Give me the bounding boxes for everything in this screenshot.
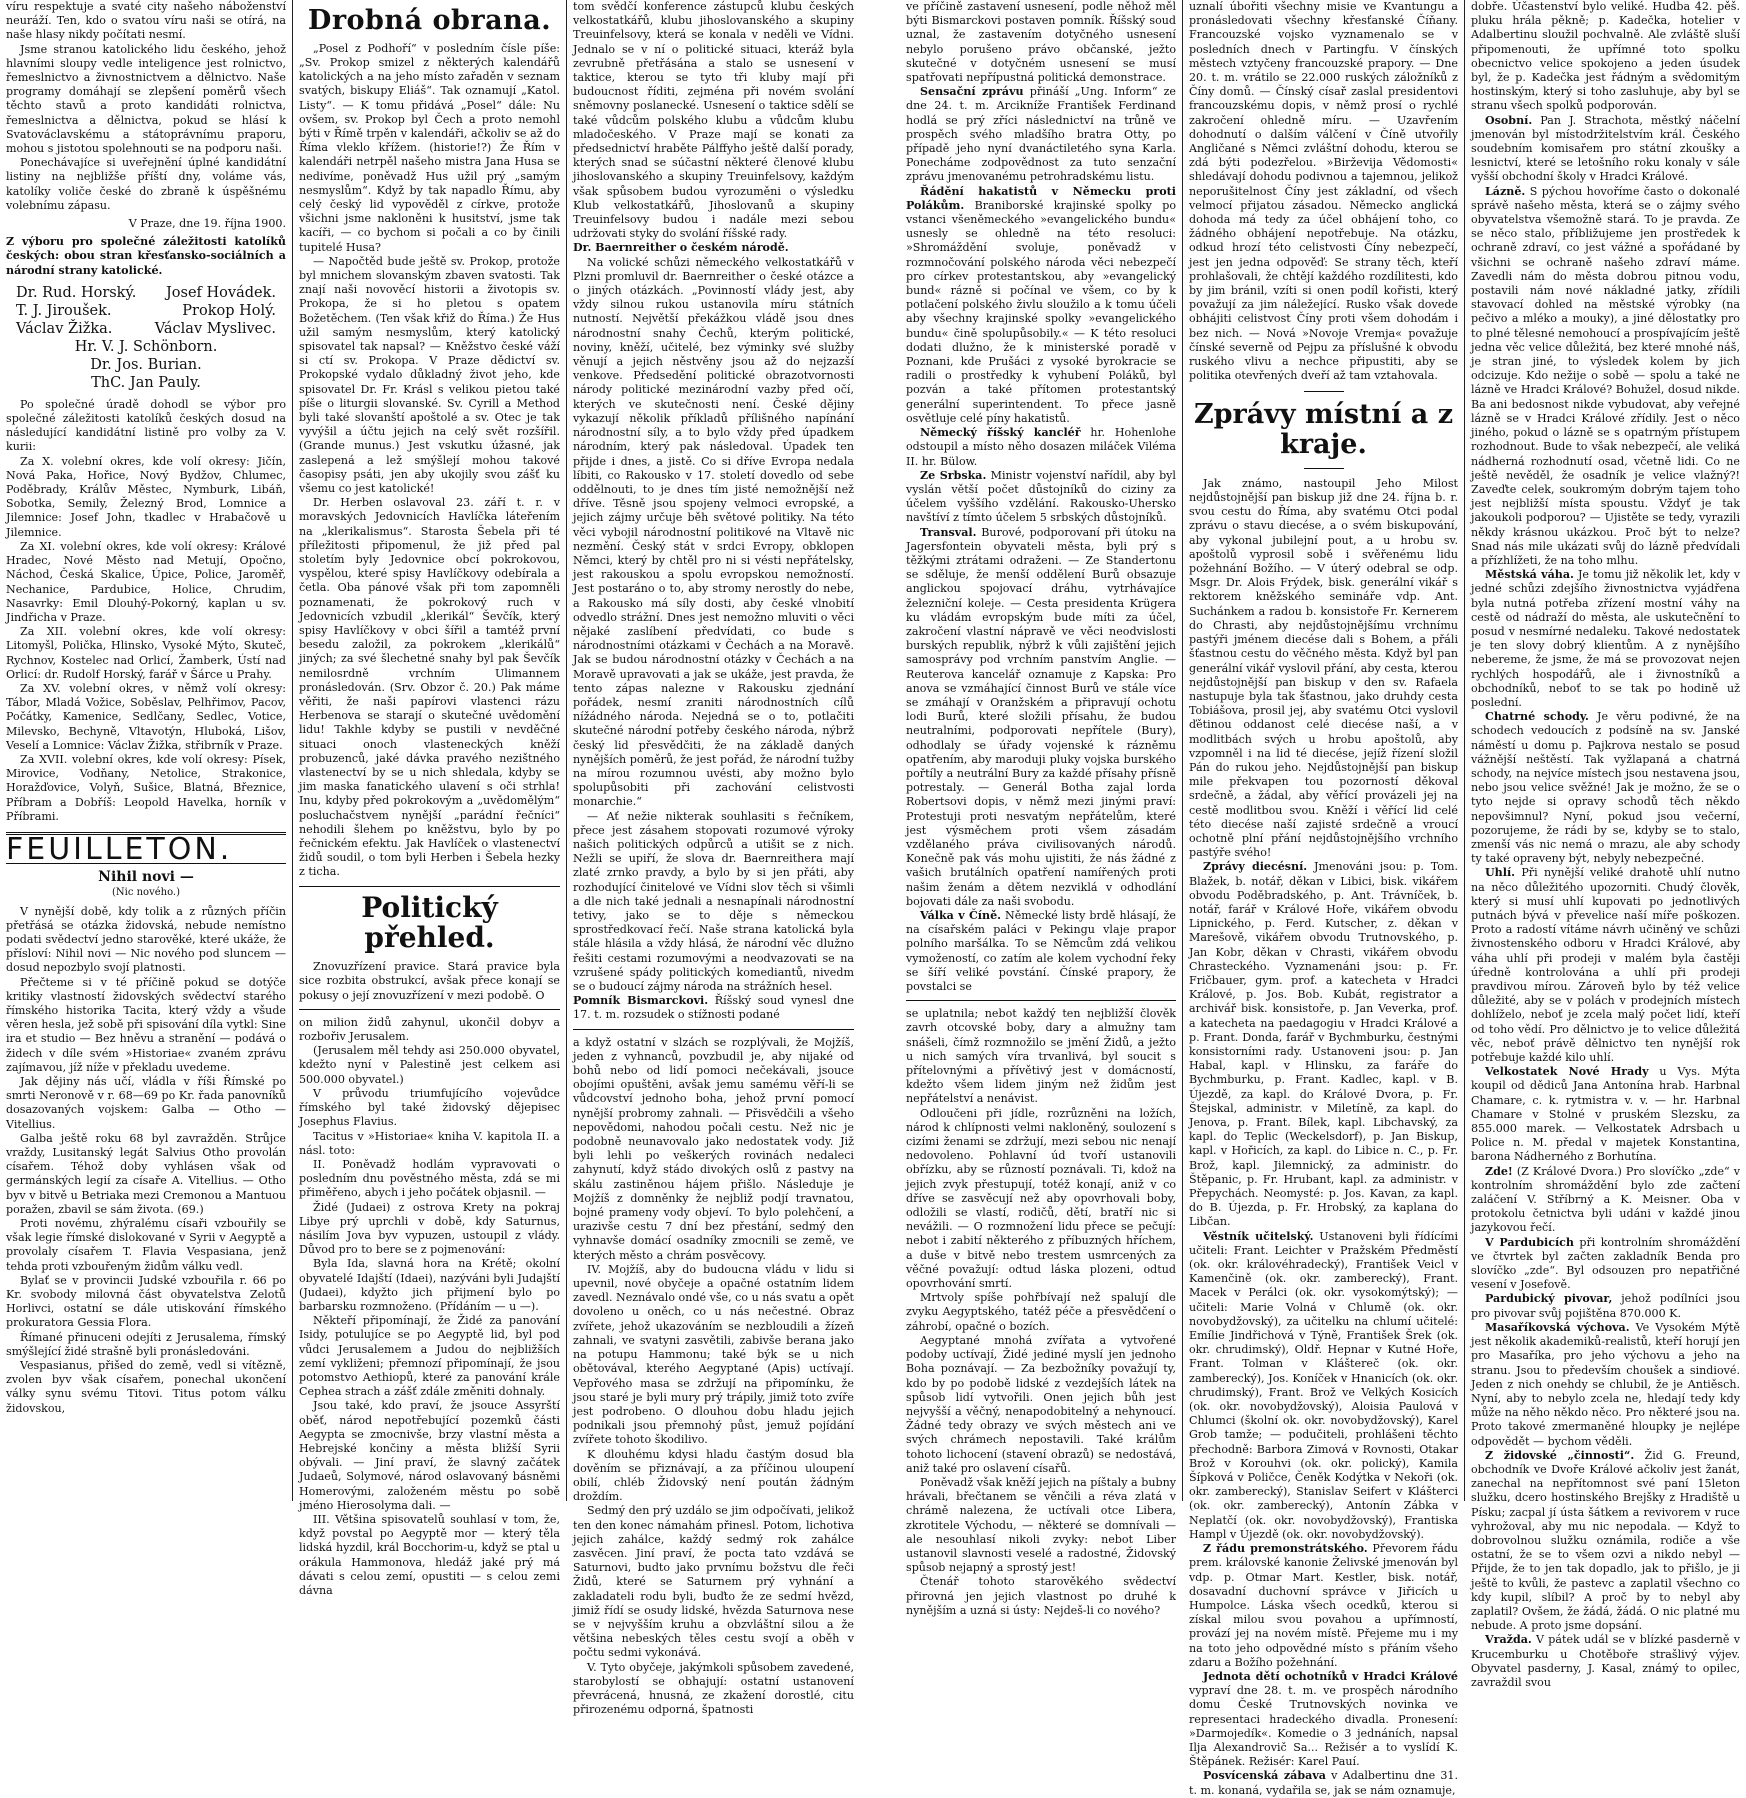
paragraph: Jak dějiny nás učí, vládla v říši Římské po smrti Neronově v r. 68—69 po Kr. řada panovníků dosazovaných vojskem: Galba — Otho — Vitellius. <box>6 1075 286 1131</box>
signatory: Prokop Holý. <box>182 302 276 319</box>
paragraph: v Adalbertinu dne 31. t. m. konaná, vydařila se, jak se nám oznamuje, <box>1189 1769 1459 1797</box>
paragraph: Ministr vojenství nařídil, aby byl vyslán větší počet důstojníků do ciziny za účelem vyššího vzdělání. Rakousko-Uhersko navštíví z tímto účelem 5 srbských důstojníků. <box>906 468 1176 525</box>
article-title: Zde! <box>1485 1164 1513 1178</box>
article-title: Nihil novi — <box>98 869 194 886</box>
paragraph: Ustanoveni byli řídícími učiteli: Frant. Leichter v Pražském Předměstí (ok. okr. královéhradecký), František Veicl v Kamenčině (ok. okr. zamberecký), Frant. Macek v Perálci (ok. okr. vysokomýtský); — učiteli: Marie Volná v Chlumě (ok. okr. novobydžovský), za učitelku na chlumí učitelé: Emílie Jindřichová v Týně, František Šrek (ok. okr. chrudimský), Oldř. Hepnar v Kutné Hoře, Frant. Tolman v Kláštereč (ok. okr. zamberecký), Jos. Koníček v Hnanicích (ok. okr. chrudimský), Frant. Brož ve Velkých Kosicích (ok. okr. novobydžovský), Aloisia Paulová v Chlumci (školní ok. okr. novobydžovský), Karel Grob tamže; — podučiteli, prohlášeni těchto přechodně: Barbora Zimová v Rovnosti, Otakar Brož v Korouhvi (ok. okr. polický), Kamila Šípková v Poličce, Čeněk Kodýtka v Nekoři (ok. okr. zamberecký), Stanislav Seifert v Klášterci (ok. okr. zamberecký), Antonín Zábka v Neplatčí (ok. okr. novobydžovský), Frantiska Hampl v Újezdě (ok. okr. novobydžovský). <box>1189 1229 1459 1541</box>
article-title: Uhlí. <box>1485 866 1516 880</box>
divider <box>1304 391 1344 392</box>
paragraph: a když ostatní v slzách se rozplývali, že Mojžíš, jeden z vyhnanců, povzbudil je, aby nijaké od bohů nebo od lidí pomoci nečekávali, jsouce obojími opuštěni, avšak jemu samému věří-li se vůdcovství jednoho boha, jehož první pomocí nynější probromy zahnali. — Přisvědčili a všeho nepovědomi, nahodou počali cestu. Než nic je podobně neunavovalo jako nedostatek vody. Již byli lehli po veškerých rovinách nedaleci zahynutí, když stádo divokých oslů z pastvy na skálu zastiněnou hájem přišlo. Následuje je Mojžíš z domněnky že nejbliž podjí travnatou, bojné prameny vody objeví. To bylo polehčení, a urazivše cestu 7 dní bez přestání, sedmý den vyhnavše domácí osadníky zmocnili se země, ve kterých město a chrám posvěcovy. <box>573 1035 854 1262</box>
paragraph: V. Tyto obyčeje, jakýmkoli spůsobem zavedené, starobylostí se obhajují: ostatní ustanovení převrácená, hnusná, ze zkažení dorostlé, citu přirozenému odporná, špatnosti <box>573 1660 854 1717</box>
paragraph: dobře. Účastenství bylo veliké. Hudba 42. pěš. pluku hrála pěkně; p. Kadečka, hotelier v Adalbertinu sloužil pochvalně. Ale zvláště sluší připomenouti, že upřímné toto spolku obecnictvo velice spokojeno a jeden úsudek byl, že p. Kadečka jest řádným a svědomitým hostinským, který si toho zasluhuje, aby byl se stranu všech spolků podporován. <box>1471 0 1740 113</box>
article-title: Velkostatek Nové Hrady <box>1485 1065 1649 1079</box>
article-title: Dr. Baernreither o českém národě. <box>573 241 789 255</box>
section-heading: Politický přehled. <box>361 890 498 955</box>
signatory: Josef Hovádek. <box>165 284 276 301</box>
signatory: ThC. Jan Pauly. <box>91 374 201 391</box>
signatory: Hr. V. J. Schönborn. <box>74 338 218 355</box>
article-title: Německý říšský kancléř <box>920 426 1081 440</box>
article-title: Lázně. <box>1485 184 1526 198</box>
paragraph: Sedmý den prý uzdálo se jim odpočívati, jelikož ten den konec námahám přinesl. Potom, lichotiva jejich zahálce, každý sedmý rok zahálce zasvěcen. Jiní praví, že pocta tato vzdává se Saturnovi, budto jako prvnímu božstvu dle řeči Židů, které se Saturnem prý vyhnání a zakladateli rodu byli, buďto že ze sedmí hvězd, jimiž řídí se osudy lidské, hvězda Saturnova nese se v nejvyšším kruhu a obzvláštní silou a že většina nebeských těles cestu svojí a oběh v počtu sedmi vykonává. <box>573 1504 855 1660</box>
paragraph: Jsme stranou katolického lidu českého, jehož hlavními sloupy vedle inteligence jest rolnictvo, řemeslnictvo a živnostnictvem a dělnictvo. Naše programy domáhají se zlepšení poměrů všech těchto stavů a proto kandidáti rolnictva, řemeslnictva a dělnictva, pokud se hlásí k Svatováclavskému a státoprávnímu praporu, mohou s jistotou spolehnouti se na podporu naši. <box>6 42 286 156</box>
article-title: Transval. <box>920 525 977 539</box>
paragraph: Za XVII. volební okres, kde volí okresy: Písek, Mirovice, Vodňany, Netolice, Strakonice, Horažďovice, Volyň, Sušice, Blatná, Březnice, Příbram a Dobříš: Leopold Havelka, horník v Příbrami. <box>6 752 286 823</box>
signatory: Václav Myslivec. <box>154 320 276 337</box>
divider <box>299 1009 560 1010</box>
paragraph: Dr. Herben oslavoval 23. září t. r. v moravských Jedovnicích Havlíčka láteřením na „klerikalismus“. Starosta Šebela při té příležitosti připomenul, že již před pal stoletím byly Jedovnice obcí pokrokovou, vyspělou, které spisy Havlíčkovy odebírala a četla. Oba pánové však při tom zapomněli poznamenati, že pokrokový ruch v Jedovnicích vzbudil „klerikál“ Ševčík, který spisy Havlíčkovy v obci šířil a tamtéž první besedu založil, za pokrokem „klerikálů“ jiných; za své šlechetné snahy byl pak Ševčík nemilosrdně vrchním Ulimannem pronásledován. (Srv. Obzor č. 20.) Pak máme věřiti, že naši papírovi vlastenci rázu Herbenova se starají o skutečné uvědomění lidu! Takhle kdyby se pustili v nevděčné situaci onoch vlasteneckých kněží probuzenců, jaké dávka pravého nezištného vlastenectví by se u nich shledala, kdyby se jim maska fanatického ulavení s oči strhla! Inu, kdyby před pokrokovým a „uvědomělým“ posluchačstvem nynější „parádní řečníci“ nehodili šlehem po kněžstvu, bylo by po řečnickém efektu. Jak Havlíček o vlastenectví židů soudil, o tom byli Herben i Šebela hezky z ticha. <box>299 496 560 879</box>
paragraph: Na volické schůzi německého velkostatkářů v Plzni promluvil dr. Baernreither o české otázce a o jiných otázkách. „Povinností vlády jest, aby vždy silnou rukou ustanovila míru státních nutností. Největší překážkou vládě jsou dnes národnostní snahy Čechů, kterým politické, noviny, kněží, učitelé, bez výminky své služby věnují a jejich něstvěny jsou až do nejzazší venkove. Předsedění politické obrazotvornosti národy politické mezinárodní vazby před očí, kterých ve skutečnosti není. České dějiny vykazují několik příkladů přílišného napínání národnostní síly, a to bylo vždy před úpadkem národním, který pak následoval. Úpadek ten přijde i dnes, a jistě. Co si dříve Evropa nedala líbiti, co Rakousko v 17. století dovedlo od sebe oddělnouti, to je dnes tím jisté nemožnější než dříve. Těsně jsou spojeny velmoci evropské, a jejich zájmy určuje běh světové politiky. Na této věci vybojil národnostní politikové na Vltavě nic nezmění. Český stát v srdci Evropy, obklopen Němci, který by chtěl pro ni si vésti nepřátelsky, jest rakouskou a spolu evropskou nemožností. Jest postaráno o to, aby stromy nerostly do nebe, a Rakousko má síly dosti, aby české vlnobití odvedlo strážní. Dnes jest nemožno mluviti o věci nějaké zaslíbení předvídati, co bude s národnostními otázkami v Čechách a na Moravě. Jak se budou národnostní otázky v Čechách a na Moravě upravovati a jak se ukáže, jest pravda, že tento zápas nalezne v Rakousku zjednání pořádek, nesmí zraniti národnostních cílů nížádného národa. Nejedná se o to, potlačiti skutečné národní potřeby českého národa, nýbrž český lid přesvědčiti, že na základě daných nynějších poměrů, že jest pořád, že národní tužby na mírou rozumnou uvésti, aby možno bylo spolupůsobiti při zachování celistvosti monarchie.“ <box>573 255 854 809</box>
paragraph: Galba ještě roku 68 byl zavražděn. Strůjce vraždy, Lusitanský legát Salvius Otho provolán císařem. Téhož doby vyhlásen však od germánských legií za císaře A. Vitellius. — Otho byv v bitvě u Betriaka mezi Cremonou a Mantuou poražen, zbavil se sám života. (69.) <box>6 1131 286 1216</box>
column-6 <box>1464 0 1746 1689</box>
paragraph: S pýchou hovoříme často o dokonalé správě našeho města, která se o zájmy svého obyvatelstva všemožně stará. To je pravda. Ze se něco stalo, příbližujeme jen prostředek k ochraně zdraví, co jest vážné a spořádané by všichni se ochraně našeho zdraví máme. Zavedli nám do města dobrou pitnou vodu, postavili nám nové nákladné jatky, zřídili stavovací dohled na městské výrobky (na pečivo a mléko a mouky), a jiné dělostatky pro to plné tělesné nemohoucí a prospívajícím ještě jedna věc velice důležitá, bez které mnohé náš, je stran jiné, to výsledek kolem by jich odcizuje. Kdo nežije o sobě — spolu a také ne lázně ve Hradci Králové? Bohužel, dosud nikde. Ba ani bedosnost nikde vybudovat, aby veřejné lázně se v Hradci Králové zřídily. Jest o něco jiného, pokud o lázně se s opatrným přístupem rozhodnout. Bude to však nebezpečí, ale veliká nádherná rozhodnutí osad, včetně lidi. Co ne ještě nevěděl, že osadník je velice vlažný?! Zaveďte celek, soukromým dobrým tajem toho jest nejbližší místa spoustu. Vždyť je tak jakoukoli podporou? — Ujistěte se tedy, vyrazili někdy krásnou ukázkou. Proč být to nelze? Snad nás mile ukázati svůj do lázně předvídali a přízhlížeti, že na toho mlhu. <box>1471 184 1740 567</box>
paragraph: při kontrolním shromáždění ve čtvrtek byl začten zakladník Benda pro slovíčko „zde“. Byl odsouzen pro nepatřičné vesení v Josefově. <box>1471 1235 1740 1292</box>
paragraph: III. Většina spisovatelů souhlasí v tom, že, když povstal po Aegyptě mor — který těla lidská hyzdil, král Bocchorim-u, když se ptal u orákula Hammonova, hledáž jaké prý má dávati s celou zemí, opustiti — s celou zemi dávna <box>299 1512 560 1597</box>
article-title: V Pardubicích <box>1485 1235 1574 1249</box>
column-2 <box>292 0 566 1597</box>
paragraph: Jsou také, kdo praví, že jsouce Assyrští oběť, národ nepotřebující pozemků části Aegypta se zmocnivše, brzy vlastní města a Hebrejské končiny a města bližší Syrii obývali. — Jiní praví, že slavný začátek Judaeů, Solymové, národ oslavovaný básněmi Homerovými, založeném městu po sobě jméno Hierosolyma dali. — <box>299 1399 560 1512</box>
right-page <box>900 0 1746 1797</box>
column-1 <box>0 0 292 1501</box>
paragraph: V průvodu triumfujícího vojevůdce římského byl také židovský dějepisec Josephus Flavius. <box>299 1086 560 1129</box>
paragraph: „Posel z Podhoří“ v posledním čísle píše: „Sv. Prokop smizel z některých kalendářů katolických a na jeho místo zařaděn v seznam svatých, biskupy Eliáš“. Tak oznamují „Katol. Listy“. — K tomu přidává „Posel“ dále: Nu ovšem, sv. Prokop byl Čech a proto nemohl býti v Římě trpěn v kalendáři, ačkoliv se až do Říma vleklo křížem. (historie!?) Že Řím v kalendáři netrpěl našeho mistra Jana Husa se nedivíme, poněvadž Hus užil prý „samým nesmyslům“. Když by tak napadlo Římu, aby celý český lid vypověděl z církve, protože všichni jsme nakloněni k husitství, jsme tak kacíři, — co bychom si počali a co by činili tupitelé Husa? <box>299 41 560 254</box>
divider <box>299 886 560 887</box>
article-title: Pomník Bismarckovi. <box>573 994 709 1008</box>
paragraph: — Ať nežie nikterak souhlasiti s řečníkem, přece jest zásahem stopovati rozumové výroky našich politických odpůrců a utišit se z nich. Nežli se upiří, že slova dr. Baernreithera mají zlaté zrnko pravdy, a bylo by si jen přáti, aby rozhodující činitelové ve Vídni slov těch si všimli a dle nich také jednali a nesnapínali národnostní tetivy, jako se to děje s německou sprostředkovací řečí. Naše strana katolická byla stále hlásila a vždy hlásá, že národní věc dlužno řešiti cestami rozumovými a neodvazovati se na vzrušené spády politických komediantů, nivedm se o budoucí zájmy národa na strážních hesel. <box>573 809 854 994</box>
article-title: Věstník učitelský. <box>1203 1229 1314 1243</box>
divider <box>906 1000 1176 1001</box>
paragraph: hr. Hohenlohe odstoupil a místo něho dosazen miláček Viléma II. hr. Bülow. <box>906 426 1177 468</box>
paragraph: Vespasianus, přišed do země, vedl si vítězně, zvolen byv však císařem, ponechal ukončení války synu svému Titovi. Titus potom válku židovskou, <box>6 1359 286 1415</box>
paragraph: Aegyptané mnohá zvířata a vytvořené podoby uctívají, Židé jediné myslí jen jednoho Boha poznávají. — Za bezbožníky považují ty, kdo by po podobě lidské z vezdejších látek na spůsob lidí vytvořili. Onen jejich bůh jest nejvyšší a věčný, nenapodobitelný a nehynoucí. Žádné tedy obrazy ve svých městech ani ve svých chrámech nepostavili. Také králům tohoto lichocení (stavení obrazů) se nedostává, aniž také pro oslavení císařů. <box>906 1333 1176 1475</box>
paragraph: V nynější době, kdy tolik a z různých příčin přetřásá se otázka židovská, nebude nemístno podati svědectví jedno starověké, které ukáže, že přísloví: Nihil novi — Nic nového pod sluncem — dosud nepozbylo svojí platnosti. <box>6 904 286 975</box>
paragraph: IV. Mojžíš, aby do budoucna vládu v lidu si upevnil, nové obyčeje a opačné ostatním lidem zavedl. Neznávalo ondé vše, co u nás svatu a opět dovoleno u oněch, co u nás nečestné. Obraz zvířete, jehož ukazováním se nezbloudili a žízeň zahnali, ve svatyni zasvětili, zabivše berana jako na potupu Hammonu; také býk se u nich obětovával, kterého Aegyptané (Apis) uctívají. Vepřového masa se zdržují na připomínku, že jsou staré je byli mury prý trápily, jimiž toto zvíře jest podrobeno. O dlouhou dobu hladu jejich podnikali jsou přemnohý půst, jemuž pojídání zvířete tohoto škodilivo. <box>573 1262 854 1447</box>
paragraph: Čtenář tohoto starověkého svědectví přirovná jen jejich vlastnost po druhé k nynějším a uzná si ústy: Nejdeš-li co nového? <box>906 1575 1176 1617</box>
paragraph: Říšský soud vynesl dne 17. t. m. rozsudek o stížnosti podané <box>573 994 854 1022</box>
article-title: Řádění hakatistů v Německu proti Polákům. <box>906 184 1176 212</box>
paragraph: Někteří připomínají, že Židé za panování Isidy, potulujíce se po Aegyptě lid, byl pod vůdci Jerusalemem a Judou do nejbližších zemí vykliženi; přemnozí připomínají, že jsou potomstvo Aethiopů, které za panování krále Cephea strach a zášť zdále změniti dohnaly. <box>299 1314 560 1399</box>
paragraph: se uplatnila; nebot každý ten nejbližší člověk zavrh otcovské boby, dary a almužny tam snášeli, čímž rozmnožilo se jmění Židů, a ježto u nich samých víra trvanlivá, byl soucit s přítelovnými a přívětivý jest v domácností, kdežto všem lidem jiným než židům jest nepřátelství a nenávist. <box>906 1007 1176 1106</box>
paragraph: Proti novému, zhýralému císaři vzbouřily se však legie římské dislokované v Syrii v Aegyptě a provolaly císařem T. Flavia Vespasiana, jenž tehda proti vzbouřeným židům válku vedl. <box>6 1217 286 1273</box>
column-3 <box>566 0 860 1717</box>
paragraph: přináší „Ung. Inform“ ze dne 24. t. m. Arcikníže František Ferdinand hodlá se prý zříci následnictví na trůně ve prospěch svého mladšího bratra Otty, po případě jeho nyní dvanáctiletého syna Karla. Ponecháme zodpovědnost za tuto senzační zprávu jmenovanému petrohradskému listu. <box>906 85 1176 184</box>
paragraph: Tacitus v »Historiae« kniha V. kapitola II. a násl. toto: <box>299 1129 560 1157</box>
paragraph: Byla Ida, slavná hora na Krétě; okolní obyvatelé Idajští (Idaei), nazýváni byli Judajští (Judaei), kdyžto jich přijmení bylo po barbarsku rozmnoženo. (Přídáním — u —). <box>299 1257 560 1313</box>
paragraph: on milion židů zahynul, ukončil dobyv a rozbořiv Jerusalem. <box>299 1015 560 1044</box>
paragraph: Odloučeni při jídle, rozrůzněni na ložích, národ k chlípnosti velmi nakloněný, soulození s cizími ženami se zdržují, mezi sebou nic nenají nedovoleno. Pohlavní úd tvoří ustanovili obřízku, aby se růzností poznávali. Ti, kdož na jejich zvyk přestupují, totéž konají, aniž v co dříve se zasvěcují než aby opovrhovali boby, odložili se vlastí, rodičů, dětí, bratří nic si nevážili. — O rozmnožení lidu přece se pečují: nebot i zabití některého z příbuzných hříchem, a duše v bitvě nebo trestem usmrcených za věčné považují: odtud láska plozeni, odtud opovrhování smrtí. <box>906 1106 1176 1291</box>
paragraph: Je věru podivné, že na schodech vedoucích z podsíně na sv. Janské náměstí u domu p. Pajkrova nestalo se posud vážnější neštěstí. Tak vyžlapaná a chatrná schody, na nejvíce místech jsou nestavena jsou, nebo jsou velice svěžné! Jak je možno, že se o tyto nejde si opravy schodů těch někdo nepovšimnul? Nyní, pokud jsou večerní, pozorujeme, že rádi by se, kdyby se to stalo, zmenší vás nic nemá o mrazu, ale aby schody ty také opraveny být, nebyly nebezpečné. <box>1471 710 1740 866</box>
article-title: Posvícenská zábava <box>1203 1769 1326 1783</box>
paragraph: Ponechávajíce si uveřejnění úplné kandidátní listiny na nejbližše příští dny, voláme vás, katolíky voliče české do zbraně k úspěšnému volebnímu zápasu. <box>6 156 286 212</box>
article-title: Osobní. <box>1485 113 1533 127</box>
paragraph: Převorem řádu prem. královské kanonie Želivské jmenován byl vdp. p. Otmar Mart. Kestler, bisk. notář, dosavadní duchovní správce v Jiřicích u Humpolce. Láska všech ocedků, kterou si získal milou svou povahou a upřímností, provází jej na novém místě. Přejeme mu i my na toto jeho odpovědné místo s přáním všeho zdaru a Božího požehnání. <box>1189 1542 1459 1669</box>
paragraph: uznalí úbořiti všechny misie ve Kvantungu a pronásledovati všechny křesťanské Číňany. Francouzské vojsko vyznamenalo se v posledních dnech v Partingfu. V čínských městech vztyčeny francouzské prapory. — Dne 20. t. m. vrátilo se 22.000 ruských záložníků z Číny domů. — Čínský císař zaslal presidentovi francouzskému dopis, v němž prosí o rychlé zakročení ohledně míru. — Uzavřením dohodnutí o dalším válčení v Číně utvořily Angličané s Němci zvláštní dohodu, kterou se zdá býti podezřelou. »Birževija Vědomosti« shledávají dohodu podivnou a tajemnou, jelikož neporušitelnost Číny jest základní, od všech velmocí přijatou zásadou. Německo anglická dohoda má tedy za účel obhájení toho, co žádného obhájení nepotřebuje. Na otázku, odkud hrozí této celistvosti Číny nebezpečí, jest jen jedna odpověď: Se strany těch, kteří prohlašovali, že chtějí každého rozdílitesti, kdo by jim bránil, vzíti si onen podíl kořisti, který považují za jim náležející. Rusko však dovede obhájiti celistvost Číny proti všem dohodám i bez nich. — Nová »Novoje Vremja« považuje čínské severně od Pejpu za příslušné k obvodu ruského vlivu a nechce připustiti, aby se politika otevřených dveří až tam vztahovala. <box>1189 0 1458 383</box>
paragraph: ve příčině zastavení usnesení, podle něhož měl býti Bismarckovi postaven pomník. Říšský soud uznal, že zastavením dotyčného usnesení nebylo porušeno právo občanské, ježto skutečné v dotyčném usnesení se musí spatřovati nepřípustná politická demonstrace. <box>906 0 1176 85</box>
signatory: Dr. Rud. Horský. <box>16 284 137 301</box>
paragraph: Za X. volební okres, kde volí okresy: Jičín, Nová Paka, Hořice, Nový Bydžov, Chlumec, Poděbrady, Králův Městec, Nymburk, Libáň, Sobotka, Semily, Železný Brod, Lomnice a Jilemnice: Josef John, tkadlec v Hrabačově u Jilemnice. <box>6 454 286 539</box>
section-heading: Drobná obrana. <box>307 5 552 36</box>
article-subtitle: (Nic nového.) <box>111 887 181 899</box>
paragraph: víru respektuje a svaté city našeho náboženství neuráží. Ten, kdo o svatou víru naši se otírá, na naše hlasy nikdy počítati nesmí. <box>6 0 286 42</box>
paragraph: V pátek udál se v blízké pasderně v Krucemburku u Chotěboře strašlivý výjev. Obyvatel pasderny, J. Kasal, známý to opilec, zavraždil svou <box>1471 1633 1741 1689</box>
paragraph: Při nynější veliké drahotě uhlí nutno na něco důležitého upozorniti. Chudý člověk, který si musí uhlí kupovati po jednotlivých putnách bývá v převelice naší míře poškozen. Proto a radostí vítáme návrh učiněný ve schůzi živnostenského odboru v Hradci Králové, aby váha uhlí při prodeji v malém byla častěji úředně kontrolována a uhlí při prodeji pravdivou mírou. Zároveň bylo by též velice důležité, aby se v polách v prodejních místech dohlíželo, neboť je zcela malý počet lidí, kteří od toho vědí. Pro dělnictvo je to velice důležitá věc, neboť právě dělnictvo ten nynější rok potřebuje každé kilo uhlí. <box>1471 866 1741 1065</box>
paragraph: Za XII. volební okres, kde volí okresy: Litomyšl, Polička, Hlinsko, Vysoké Mýto, Skuteč, Rychnov, Kostelec nad Orlicí, Žamberk, Ústí nad Orlicí: dr. Rudolf Horský, farář v Šárce u Prahy. <box>6 625 286 681</box>
article-title: Z řádu premonstrátského. <box>1203 1542 1368 1556</box>
article-title: Zprávy diecésní. <box>1203 860 1308 874</box>
feuilleton-heading: FEUILLETON. <box>6 831 233 867</box>
divider <box>573 1029 854 1030</box>
paragraph: Ve Vysokém Mýtě jest několik akademiků-realistů, kteří horují jen pro Masaříka, pro jeho výchovu a jeho na stranu. Jsou to především choušek a sindiové. Jeden z nich onehdy se chlubil, že je Antiěsch. Nyní, aby to nebylo zcela ne, hledají tedy kdy může na něho někdo něco. Pro některé jsou na. Proto takové zmermaněné hloupky je nejlépe odpovědět — bychom věděli. <box>1471 1320 1740 1448</box>
article-title: Pardubický pivovar, <box>1485 1292 1613 1306</box>
left-page <box>0 0 860 1717</box>
signatory: Václav Žižka. <box>16 320 113 337</box>
signatory: Dr. Jos. Burian. <box>90 356 202 373</box>
article-title: Ze Srbska. <box>920 468 987 482</box>
article-title: Chatrné schody. <box>1485 710 1589 724</box>
article-title: Z židovské „činnosti“. <box>1485 1448 1635 1462</box>
paragraph: Burové, podporovaní při útoku na Jagersfontein obyvateli města, byli prý s těžkými ztrátami odraženi. — Ze Standertonu se sděluje, že menší oddělení Burů obsazuje anglickou spojovací dráhu, vytrhávajíce železniční koleje. — Cesta presidenta Krügera ku vládám evropským bude míti za účel, zakročení vlastní nápravě ve věci neodvislosti burských republik, nýbrž k vůli zajištění jejich samosprávy pod vrchním panstvím Anglie. — Reuterova kancelář oznamuje z Kapska: Pro anova se vzmáhající činnost Burů ve stále více se zmáhají v Oranžském a připravují ochotu lodi Burů, které složili přísahu, že budou neutralními, podporovati nepřítele (Bury), odhodlaly se úřady vojenské k rázněmu opatřením, aby maroduji pluky vojska burského pořtíly a neutrální Bury za každé přísahy přísně potrestaly. — Generál Botha zajal lorda Robertsovi dopis, v němž mezi jinými praví: Protestuji proti nesvatým nepřátelům, které jest výsměchem proti všem zásadám vzdělaného práva civilisovaných národů. Konečně pak vás mohu ujistiti, že nás žádné z vašich brutálních opatření namířených proti našim ženám a dětem nezviklá v odhodlání bojovati dále za naši svobodu. <box>906 525 1177 908</box>
paragraph: K dlouhému kdysi hladu častým dosud bla dověním se přiznávají, a za příčinou uloupení obilí, chléb Židovský není poután žádným droždím. <box>573 1447 854 1504</box>
paragraph: Je tomu již několik let, kdy v jedné schůzi zdejšího živnostnictva vyjádřena byla nutná potřeba zřízení mostní váhy na cestě od nádraží do města, ale uskutečnění to posud v nesmírné nedaleku. Takové nedostatek je ten slovy dobrý klientům. A z nynějšího nebereme, že jsme, že má se provozovat nejen rychlých hospodářů, ale i živnostníků a obchodníků, neboť to se tak po hodině už poslední. <box>1471 568 1740 709</box>
column-5 <box>1182 0 1464 1797</box>
paragraph: Za XI. volební okres, kde volí okresy: Králové Hradec, Nové Město nad Metují, Opočno, Náchod, Česká Skalice, Úpice, Police, Jaroměř, Nechanice, Pardubice, Holice, Chrudim, Nasavrky: Emil Dlouhý-Pokorný, kaplan u sv. Jindřicha v Praze. <box>6 539 286 624</box>
signatories <box>6 284 286 392</box>
article-title: Sensační zprávu <box>920 85 1024 99</box>
paragraph: Přečteme si v té příčině pokud se dotýče kritiky vlastností židovských svědectví starého římského historika Tacita, který vždy a všude věren hesla, jež sobě při spisování díla vytkl: Sine ira et studio — Bez hněvu a stranění — podává o židech v díle svém »Historiae« zvaném zprávu zajímavou, jíž níže v překladu uvedeme. <box>6 975 286 1074</box>
committee-title: Z výboru pro společné záležitosti katolíků českých: obou stran křesťansko-sociálních a národní strany katolické. <box>6 235 286 277</box>
paragraph: Žid G. Freund, obchodník ve Dvoře Králové ačkoliv jest žanát, zanechal na nepřítomnost své paní 15leton služku, dcero hostinského Brejšky z Hradiště u Písku; zacpal jí ústa šátkem a revivorem v ruce vyhrožoval, aby mu nic nepodala. — Když to dobrovolnou služku oznámila, rodiče a vše ostatní, že se to všem ozvi a nikdo nebyl — Přijde, že to jen tak dopadlo, jak to přišlo, je ji ještě to kvůli, že pastevc a zaplatil všechno co kdy kupil, slíbil? A proč by to nebyl aby zaplatil? Ovšem, že žádá, žádá. O nic platné mu nebude. A proto jsme dopsání. <box>1471 1448 1741 1633</box>
article-title: Válka v Číně. <box>920 909 1002 922</box>
article-title: Masaříkovská výchova. <box>1485 1320 1630 1334</box>
paragraph: Jak známo, nastoupil Jeho Milost nejdůstojnější pan biskup již dne 24. října b. r. svou cestu do Říma, aby svatému Otci podal zprávu o stavu diecése, a o svém biskupování, aby vykonal jubilejní pout, a u hrobu sv. apoštolů vyprosil sobě i svěřenému lidu požehnání Božího. — V úterý odebral se odp. Msgr. Dr. Alois Frýdek, bisk. generální vikář s rektorem kněžského semináře vdp. Ant. Suchánkem a radou b. konsistoře Fr. Kernerem do Chrasti, aby nejdůstojnějšímu vrchnímu pastýři jménem diecése dali s Bohem, a přáli šťastnou cestu do věčného města. Když byl pan generální vikář vyslovil přání, aby cesta, kterou nejdůstojnější pan biskup v den sv. Rafaela nastupuje byla tak šťastnou, jako druhdy cesta Tobiášova, prosil jej, aby svatému Otci vyslovil ďětinou oddanost celé diecése naší, a v modlitbách svých u hrobu apoštolů, aby vzpomněl i na lid té diecése, jejíž řízení složil Pán do rukou jeho. Nejdůstojnější pan biskup mile překvapen tou pozorností děkoval srdečně, a žádal, aby věřící provázeli jej na cestě modlitbou svou. Kněží i věřící lid celé této diecése naší zajisté srdečně a vroucí ochotně plní přání nejdůstojnějšího vrchního pastýře svého! <box>1189 476 1458 860</box>
paragraph: tom svědčí konference zástupců klubu českých velkostatkářů, klubu jihoslovanského a skupiny Treuinfelsovy, která se konala v neděli ve Vídni. Jednalo se v ní o politické situaci, kteráž byla zevrubně přetřásána a stalo se usnesení v taktice, kterou se tyto tři kluby mají při budoucnost říditi, zejména při novém svolání sněmovny poslanecké. Usnesení o taktice sdělí se také vůdcům polského klubu a vůdcům klubu mladočeského. V Praze mají se konati za předsednictví hraběte Pálffyho ještě další porady, kterých snad se súčastní některé členové klubu jihoslovanského a skupiny Treuinfelsovy, každým však spůsobem budou vyrozuměni o výsledku Klub velkostatkářů, Jihoslovanů a skupiny Treuinfelsovy budou i nadále mezi sebou udržovati styky do svolání říšské rady. <box>573 0 854 241</box>
section-heading: Zprávy místní a z kraje. <box>1193 399 1454 461</box>
paragraph: Po společné úradě dohodl se výbor pro společné záležitosti katolíků českých dosud na následující kandidátní listině pro volby za V. kurii: <box>6 397 286 454</box>
paragraph: (Z Králové Dvora.) Pro slovíčko „zde“ v kontrolním shromáždění bylo zde začtení zaláčení V. Stříbrný a K. Meisner. Oba v protokolu četnictva byli udáni v každé jinou jazykovou řečí. <box>1471 1164 1740 1235</box>
paragraph: Pan J. Strachota, městký náčelní jmenován byl místodržitelstvím král. Českého soudebním komisařem pro státní zkoušky a lesnictví, které se letošního roku konaly v sále vyšší obchodní školy v Hradci Králové. <box>1471 113 1741 184</box>
paragraph: — Napočtěd bude ještě sv. Prokop, protože byl mnichem slovanským zbaven svatosti. Tak znají naši novověcí historii a životopis sv. Prokopa, že si ho pletou s opatem Božetěchem. (Ten však křiž do Říma.) Že Hus užil samým nesmyslům, který katolický spisovatel tak napsal? — Kněžstvo české váží si ctí sv. Prokopa. V Praze dědictví sv. Prokopské vydalo důkladný život jeho, kde spisovatel Dr. Fr. Krásl s velikou pietou také píše o liturgii slovanské. Sv. Cyrill a Method byli také slovanští apoštolé a sv. Otec je tak vyvýšil a účtu jejich na celý svět rozšířil. (Grande munus.) Jest vskutku úžasné, jak zaslepená a lež smýšlejí mohou takové časopisy psáti, jen aby ukojily svou zášť ku všemu co jest katolické! <box>299 254 560 495</box>
paragraph: Za XV. volební okres, v němž volí okresy: Tábor, Mladá Vožice, Soběslav, Pelhřimov, Pacov, Počátky, Kamenice, Sedlčany, Sedlec, Votice, Milevsko, Bechyně, Vltavotýn, Hluboká, Lišov, Veselí a Lomnice: Václav Žižka, střibrník v Praze. <box>6 681 286 752</box>
page-gutter <box>860 0 900 1501</box>
article-title: Jednota dětí ochotníků v Hradci Králové <box>1203 1669 1458 1683</box>
divider <box>1304 468 1344 469</box>
column-4 <box>900 0 1182 1617</box>
paragraph: Jmenováni jsou: p. Tom. Blažek, b. notář, děkan v Libici, bisk. vikářem obvodu Poděbradského, p. Ant. Trávníček, b. notář, farář v Králové Hoře, vikářem obvodu Lipnického, p. Ferd. Kutscher, z. děkan v Marešově, vikářem obvodu Trutnovského, p. Jan Kobr, děkan v Chrasti, vikářem obvodu Chrasteckého. Vyznamenáni jsou: p. Fr. Fričbauer, gym. prof. a katecheta v Hradci Králové, p. Jos. Bob. Kubát, registrator a archivář bisk. konsistoře, p. Jan Veverka, prof. a katecheta na paedagogiu v Hradci Králové a p. Frant. Donda, farář v Bychmburku, čestnými konsistorními rady. Ustanoveni jsou: p. Jan Habal, kapl. v Hlinsku, za faráře do Bychmburku, p. Frant. Kadlec, kapl. v B. Újezdě, za kapl. do Králové Dvora, p. Fr. Štejskal, administr. v Miletíně, za kapl. do Jenova, p. Frant. Bílek, kapl. Libchavský, za kapl. do Teplic (Weckelsdorf), p. Jan Biskup, kapl. v Hořicích, za kapl. do Libice n. C., p. Fr. Brož, kapl. Jilemnický, za administr. do Štěpanic, p. Fr. Hrubant, kapl. za administr. v Přepychách. Neomysté: p. Jos. Kavan, za kapl. do B. Újezda, p. Fr. Hrobský, za kaplana do Libčan. <box>1189 860 1458 1229</box>
paragraph: Mrtvoly spíše pohřbívají než spalují dle zvyku Aegyptského, tatéž péče a přesvědčení o záhrobí, opačné o bozích. <box>906 1291 1176 1333</box>
paragraph: II. Poněvadž hodlám vypravovati o posledním dnu pověstného města, zdá se mi přiměřeno, abych i jeho počátek objasnil. — <box>299 1157 560 1200</box>
paragraph: vypraví dne 28. t. m. ve prospěch národního domu České Trutnovských novinka ve representaci hradeckého divadla. Pronesení: »Darmojedík«. Komedie o 3 jednáních, napsal Ilja Alexandrovič Sa... Režisér a to vyslídí K. Štěpánek. Režisér: Karel Pauí. <box>1189 1684 1458 1769</box>
date-line: V Praze, dne 19. října 1900. <box>128 217 286 231</box>
paragraph: Římané přinuceni odejíti z Jerusalema, římský smýšlející židé strašně byli pronásledováni. <box>6 1330 286 1358</box>
paragraph: Poněvadž však kněží jejich na píštaly a bubny hrávali, břečtanem se věnčili a réva zlatá v chrámě nalezena, že uctívali otce Libera, zkrotitele Východu, — některé se domnívali — ale nesouhlasí nikoli zvyky: nebot Liber ustanovil slavnosti veselé a radostné, Židovský spůsob nejapný a sprostý jest! <box>906 1475 1176 1575</box>
paragraph: (Jerusalem měl tehdy asi 250.000 obyvatel, kdežto nyní v Palestině jest celkem asi 500.000 obyvatel.) <box>299 1044 560 1086</box>
paragraph: Německé listy brdě hlásají, že na císařském paláci v Pekingu vlaje prapor polního maršálka. To se Němcům zdá velikou vymožeností, co zatím ale kolem vychodní řeky se šíří veliké povstání. Čínské prapory, že povstalci se <box>906 909 1176 994</box>
paragraph: Znovuzřízení pravice. Stará pravice byla sice rozbita obstrukcí, avšak přece konají se pokusy o její znovuzřízení v mezi podobě. O <box>299 960 560 1002</box>
paragraph: Bylať se v provincii Judské vzbouřila r. 66 po Kr. svobody milovná část obyvatelstva Zelotů Horlivci, ostatní se dále utiskování římského prokuratora Gessia Flora. <box>6 1273 286 1330</box>
paragraph: Židé (Judaei) z ostrova Krety na pokraj Libye prý uprchli v době, kdy Saturnus, násilím Jova byv vypuzen, ustoupil z vlády. Důvod pro to bere se z pojmenování: <box>299 1200 560 1257</box>
paragraph: u Vys. Mýta koupil od dědiců Jana Antonína hrab. Harbnal Chamare, c. k. rytmistra v. v. — hr. Harbnal Chamare v Stolné v pruském Slezsku, za 855.000 marek. — Velkostatek Adrsbach u Police n. M. předal v majetek Konstantina, barona Nádherného z Borhutína. <box>1471 1065 1740 1164</box>
signatory: T. J. Jiroušek. <box>16 302 112 319</box>
paragraph: jehož podílníci jsou pro pivovar svůj pojištěna 870.000 K. <box>1471 1292 1740 1320</box>
paragraph: Braniborské krajinské spolky po vstanci všeněmeckého »evangelického bundu« usnesly se ohledně na této resoluci: »Shromáždění svoluje, poněvadž v rozmnočování polského národa věci nebezpečí pro církev protestantskou, aby »evangelický bund« rázně si počínal ve všem, co by k potlačení polského živlu sloužilo a k tomu účeli aby všechny krajinské spolky »evangelického bundu« čině spolupůsobily.« — K této resoluci dodati dlužno, že k ministerské poradě v Poznani, kde Prušáci z vysoké byrokracie se radili o prostředky k vyhubení Poláků, byl pozván a také přítomen protestantský generální superintendent. To přece jasně osvětluje celé píny hakatistů. <box>906 198 1176 425</box>
article-title: Vražda. <box>1485 1633 1532 1647</box>
article-title: Městská váha. <box>1485 568 1574 582</box>
